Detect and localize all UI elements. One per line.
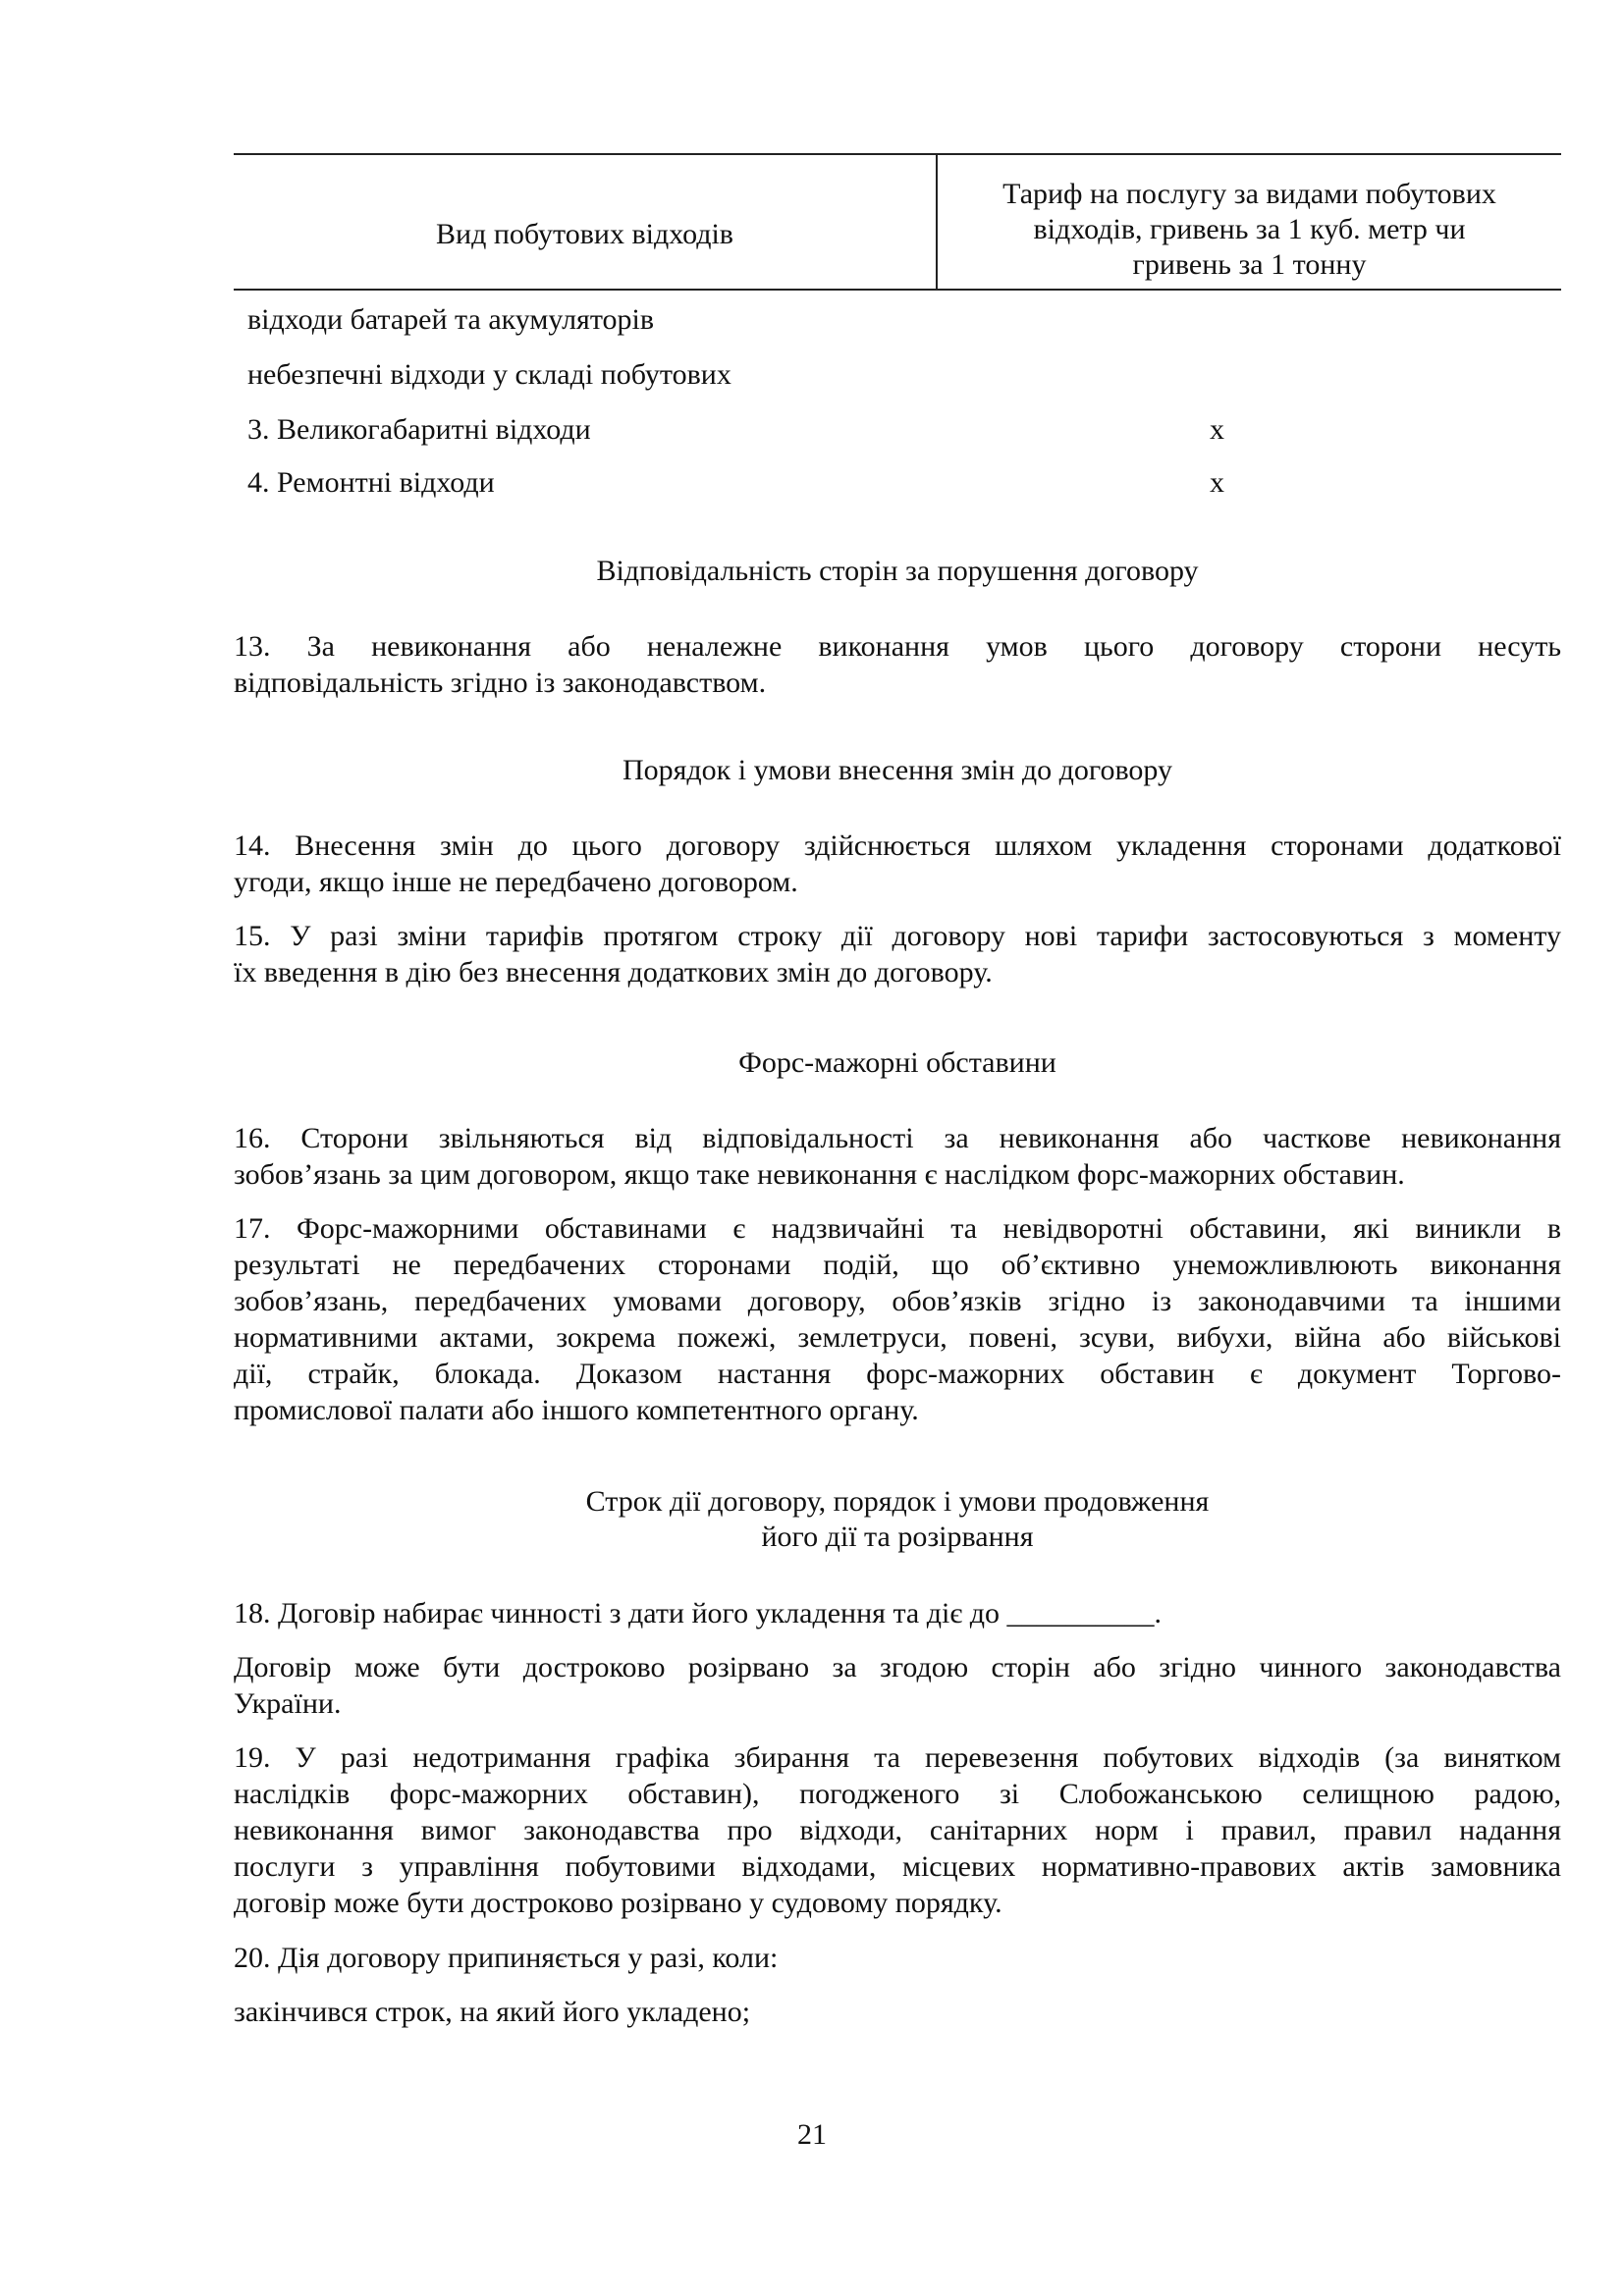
paragraph-line: України. bbox=[234, 1687, 342, 1720]
section-title-amendments: Порядок і умови внесення змін до договору bbox=[622, 754, 1173, 786]
paragraph-line: дії, страйк, блокада. Доказом настання форс-мажорних обставин є документ Торгово- bbox=[234, 1358, 1561, 1390]
header-tariff-line: гривень за 1 тонну bbox=[1132, 248, 1367, 281]
paragraph-line: 14. Внесення змін до цього договору здійснюється шляхом укладення сторонами додаткової bbox=[234, 829, 1561, 862]
paragraph-line: результаті не передбачених сторонами подій, що об’єктивно унеможливлюють виконання bbox=[234, 1249, 1561, 1281]
paragraph-14 bbox=[234, 828, 1561, 900]
paragraph-18: 18. Договір набирає чинності з дати його укладення та діє до __________. bbox=[234, 1597, 1162, 1629]
header-tariff-line: відходів, гривень за 1 куб. метр чи bbox=[1033, 213, 1466, 245]
section-title-force-majeure: Форс-мажорні обставини bbox=[738, 1046, 1056, 1079]
section-title-line: його дії та розірвання bbox=[761, 1521, 1034, 1553]
paragraph-16 bbox=[234, 1120, 1561, 1193]
paragraph-line: 17. Форс-мажорними обставинами є надзвичайні та невідворотні обставини, які виникли в bbox=[234, 1212, 1561, 1245]
table-row-label: відходи батарей та акумуляторів bbox=[247, 303, 655, 336]
paragraph-line: 15. У разі зміни тарифів протягом строку дії договору нові тарифи застосовуються з моменту bbox=[234, 920, 1561, 952]
paragraph-line: 16. Сторони звільняються від відповідальності за невиконання або часткове невиконання bbox=[234, 1122, 1561, 1154]
paragraph-line: зобов’язань за цим договором, якщо таке невиконання є наслідком форс-мажорних обставин. bbox=[234, 1158, 1405, 1191]
paragraph-19 bbox=[234, 1739, 1561, 1921]
header-waste-type: Вид побутових відходів bbox=[436, 218, 733, 250]
table-row-label: 3. Великогабаритні відходи bbox=[247, 413, 591, 446]
paragraph-line: наслідків форс-мажорних обставин), погодженого зі Слобожанською селищною радою, bbox=[234, 1778, 1561, 1810]
paragraph-20: 20. Дія договору припиняється у разі, коли: bbox=[234, 1942, 779, 1974]
paragraph-line: зобов’язань, передбачених умовами договору, обов’язків згідно із законодавчими та іншими bbox=[234, 1285, 1561, 1317]
table-row-label: 4. Ремонтні відходи bbox=[247, 466, 495, 499]
paragraph-line: 13. За невиконання або неналежне виконання умов цього договору сторони несуть bbox=[234, 630, 1561, 663]
header-tariff bbox=[938, 177, 1561, 283]
paragraph-line: 19. У разі недотримання графіка збирання та перевезення побутових відходів (за винятком bbox=[234, 1741, 1561, 1774]
paragraph-line: їх введення в дію без внесення додаткових змін до договору. bbox=[234, 956, 993, 988]
paragraph-line: послуги з управління побутовими відходами, місцевих нормативно-правових актів замовника bbox=[234, 1850, 1561, 1883]
table-header bbox=[234, 153, 1561, 291]
section-title-term bbox=[234, 1484, 1561, 1555]
paragraph-17 bbox=[234, 1210, 1561, 1428]
paragraph-line: нормативними актами, зокрема пожежі, землетруси, повені, зсуви, вибухи, війна або військові bbox=[234, 1321, 1561, 1354]
paragraph-line: Договір може бути достроково розірвано за згодою сторін або згідно чинного законодавства bbox=[234, 1651, 1561, 1683]
table-row-label: небезпечні відходи у складі побутових bbox=[247, 358, 731, 391]
paragraph-20a: закінчився строк, на який його укладено; bbox=[234, 1996, 751, 2028]
tariff-table bbox=[234, 153, 1561, 499]
paragraph-line: договір може бути достроково розірвано у судовому порядку. bbox=[234, 1887, 1002, 1919]
paragraph-13 bbox=[234, 628, 1561, 701]
paragraph-line: невиконання вимог законодавства про відходи, санітарних норм і правил, правил надання bbox=[234, 1814, 1561, 1846]
paragraph-line: відповідальність згідно із законодавством. bbox=[234, 667, 767, 699]
header-tariff-line: Тариф на послугу за видами побутових bbox=[1002, 178, 1496, 210]
table-row-value: х bbox=[1210, 466, 1224, 499]
paragraph-15 bbox=[234, 918, 1561, 990]
paragraph-line: угоди, якщо інше не передбачено договором. bbox=[234, 866, 798, 898]
section-title-responsibility: Відповідальність сторін за порушення договору bbox=[596, 555, 1199, 587]
page-number: 21 bbox=[797, 2118, 827, 2151]
section-title-line: Строк дії договору, порядок і умови продовження bbox=[585, 1485, 1210, 1518]
table-row-value: х bbox=[1210, 413, 1224, 446]
paragraph-18b bbox=[234, 1649, 1561, 1722]
paragraph-line: промислової палати або іншого компетентного органу. bbox=[234, 1394, 919, 1426]
